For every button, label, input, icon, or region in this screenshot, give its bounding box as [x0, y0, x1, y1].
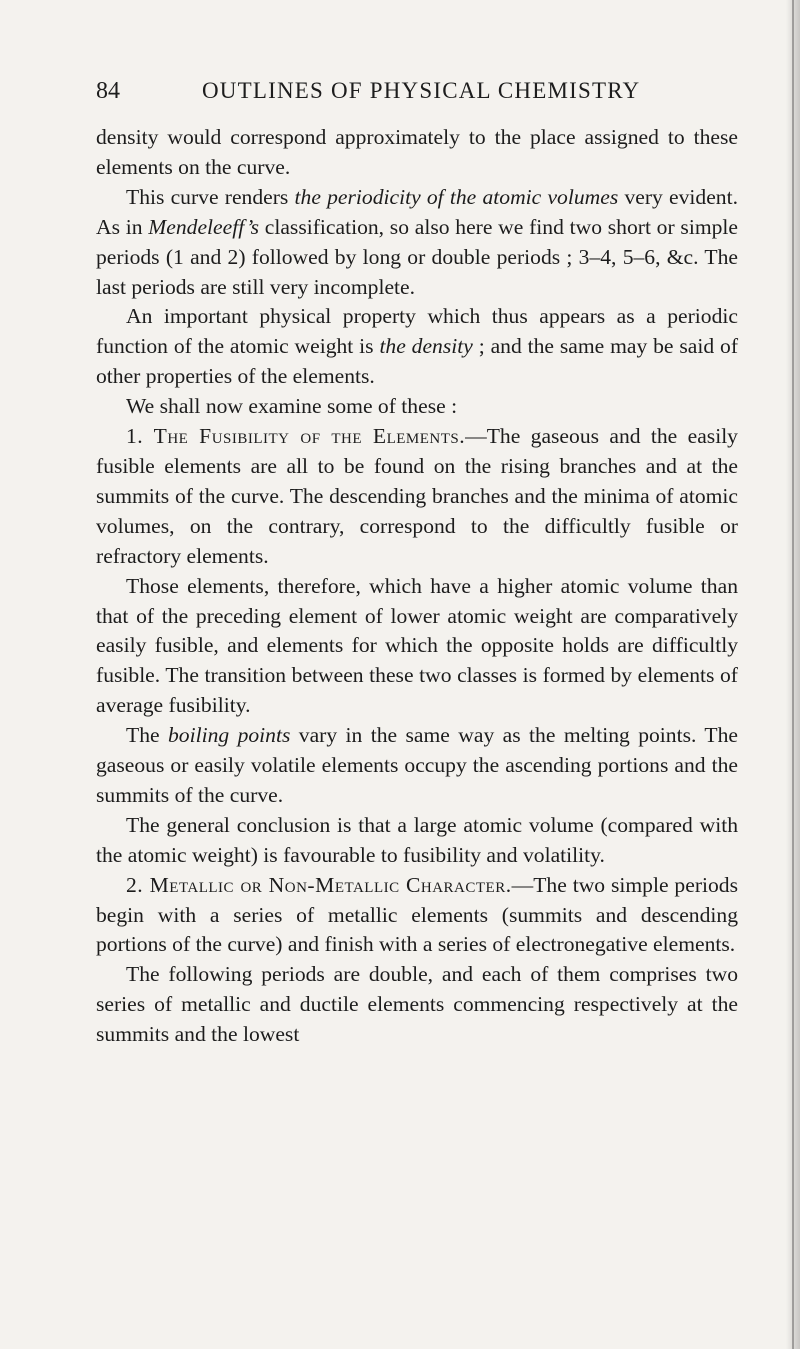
paragraph-7-text-a: The — [126, 723, 168, 748]
paragraph-9 — [96, 871, 738, 961]
paragraph-1 — [96, 123, 738, 183]
italic-boiling-points: boiling points — [167, 723, 291, 748]
paragraph-2-text-a: This curve renders — [126, 184, 295, 209]
paragraph-3-text-c: ; and the same may be said of other properties of the elements. — [96, 334, 739, 389]
page-header — [96, 74, 736, 108]
paragraph-2-text-e: classification, so also here we find two short or simple periods (1 and 2) followed by long or double periods ; 3–4, 5–6, &c. The last periods are still very incomplete. — [96, 214, 738, 299]
italic-mendeleeff: Mendeleeff’s — [148, 214, 259, 239]
paragraph-2 — [96, 183, 738, 303]
page-edge-line — [792, 0, 794, 1349]
paragraph-10-text: The following periods are double, and each of them comprises two series of metallic and ductile elements commencing respectively at the summits and the lowest — [96, 962, 738, 1047]
page-number: 84 — [96, 78, 120, 104]
italic-periodicity: the periodicity of the atomic volumes — [294, 184, 619, 209]
paragraph-9-text: —The two simple periods begin with a series of metallic elements (summits and descending portions of the curve) and finish with a series of electronegative elements. — [96, 872, 739, 957]
paragraph-6 — [96, 572, 738, 722]
paragraph-10 — [96, 960, 738, 1050]
paragraph-7-text-c: vary in the same way as the melting points. The gaseous or easily volatile elements occupy the ascending portions and the summits of the curve. — [96, 723, 738, 807]
paragraph-1-text: density would correspond approximately to the place assigned to these elements on the curve. — [96, 125, 738, 179]
paragraph-6-text: Those elements, therefore, which have a higher atomic volume than that of the preceding element of lower atomic weight are comparatively easily fusible, and elements for which the opposite holds are difficultly fusible. The transition between these two classes is formed by elements of average fusibility. — [96, 573, 738, 718]
paragraph-7 — [96, 721, 738, 811]
section-heading-fusibility: 1. The Fusibility of the Elements. — [126, 424, 466, 449]
paragraph-8 — [96, 811, 738, 871]
italic-density: the density — [379, 334, 473, 359]
paragraph-8-text: The general conclusion is that a large atomic volume (compared with the atomic weight) is favourable to fusibility and volatility. — [96, 812, 738, 867]
paragraph-5-text: —The gaseous and the easily fusible elements are all to be found on the rising branches and at the summits of the curve. The descending branches and the minima of atomic volumes, on the contrary, correspond to the difficultly fusible or refractory elements. — [96, 424, 738, 568]
paragraph-5 — [96, 422, 738, 572]
body-text — [96, 123, 738, 1050]
paragraph-2-text-c: very evident. As in — [96, 184, 738, 239]
paragraph-3 — [96, 302, 738, 392]
paragraph-4 — [96, 392, 738, 422]
paragraph-3-text-a: An important physical property which thus appears as a periodic function of the atomic weight is — [96, 304, 738, 359]
running-head: OUTLINES OF PHYSICAL CHEMISTRY — [202, 78, 641, 103]
paragraph-4-text: We shall now examine some of these : — [126, 394, 458, 419]
section-heading-metallic: 2. Metallic or Non-Metallic Character. — [126, 872, 512, 897]
